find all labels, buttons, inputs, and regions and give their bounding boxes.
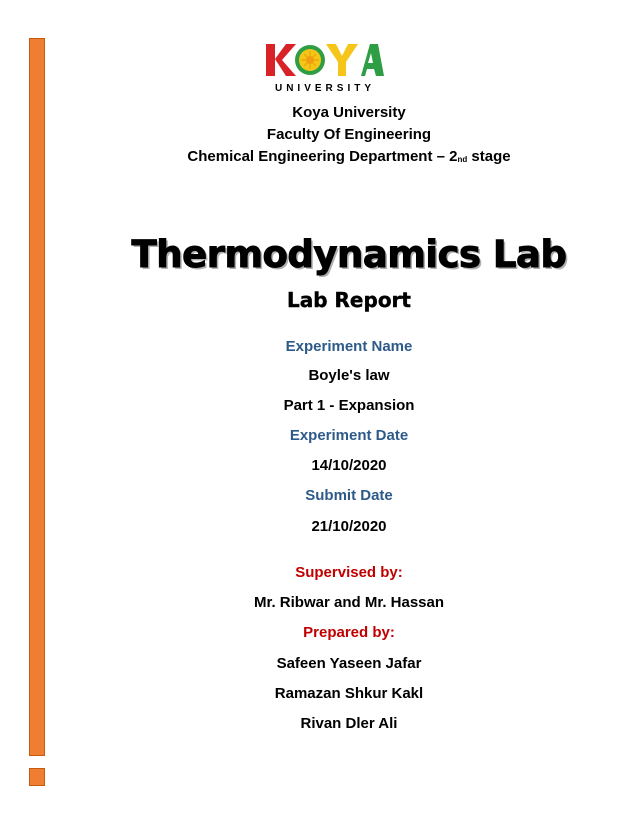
student-name: Safeen Yaseen Jafar xyxy=(276,655,422,672)
experiment-name-label: Experiment Name xyxy=(285,338,413,355)
prepared-label: Prepared by: xyxy=(303,624,395,641)
department-ordinal: nd xyxy=(457,155,468,164)
submit-date: 21/10/2020 xyxy=(311,518,387,535)
university-name: Koya University xyxy=(292,104,406,121)
department-prefix: Chemical Engineering Department – 2 xyxy=(187,148,458,165)
student-name: Rivan Dler Ali xyxy=(300,715,398,732)
submit-date-label: Submit Date xyxy=(305,487,393,504)
supervised-label: Supervised by: xyxy=(295,564,403,581)
experiment-name: Boyle's law xyxy=(308,367,390,384)
supervisors: Mr. Ribwar and Mr. Hassan xyxy=(253,594,445,611)
logo-letter-y xyxy=(326,44,358,76)
report-subtitle: Lab Report xyxy=(287,288,411,312)
logo-letter-a xyxy=(361,44,384,76)
experiment-part: Part 1 - Expansion xyxy=(283,397,415,414)
report-title: Thermodynamics Lab xyxy=(131,233,567,276)
student-name: Ramazan Shkur Kakl xyxy=(274,685,424,702)
department-suffix: stage xyxy=(467,148,511,165)
experiment-date: 14/10/2020 xyxy=(311,457,387,474)
koya-university-logo xyxy=(266,42,384,94)
department-line xyxy=(60,148,638,165)
logo-sun-o xyxy=(295,45,325,75)
experiment-date-label: Experiment Date xyxy=(289,427,409,444)
logo-subtitle: UNIVERSITY xyxy=(274,83,376,94)
faculty-name: Faculty Of Engineering xyxy=(266,126,432,143)
side-accent-block xyxy=(29,768,45,786)
logo-letter-k xyxy=(266,44,296,76)
side-accent-bar xyxy=(29,38,45,756)
